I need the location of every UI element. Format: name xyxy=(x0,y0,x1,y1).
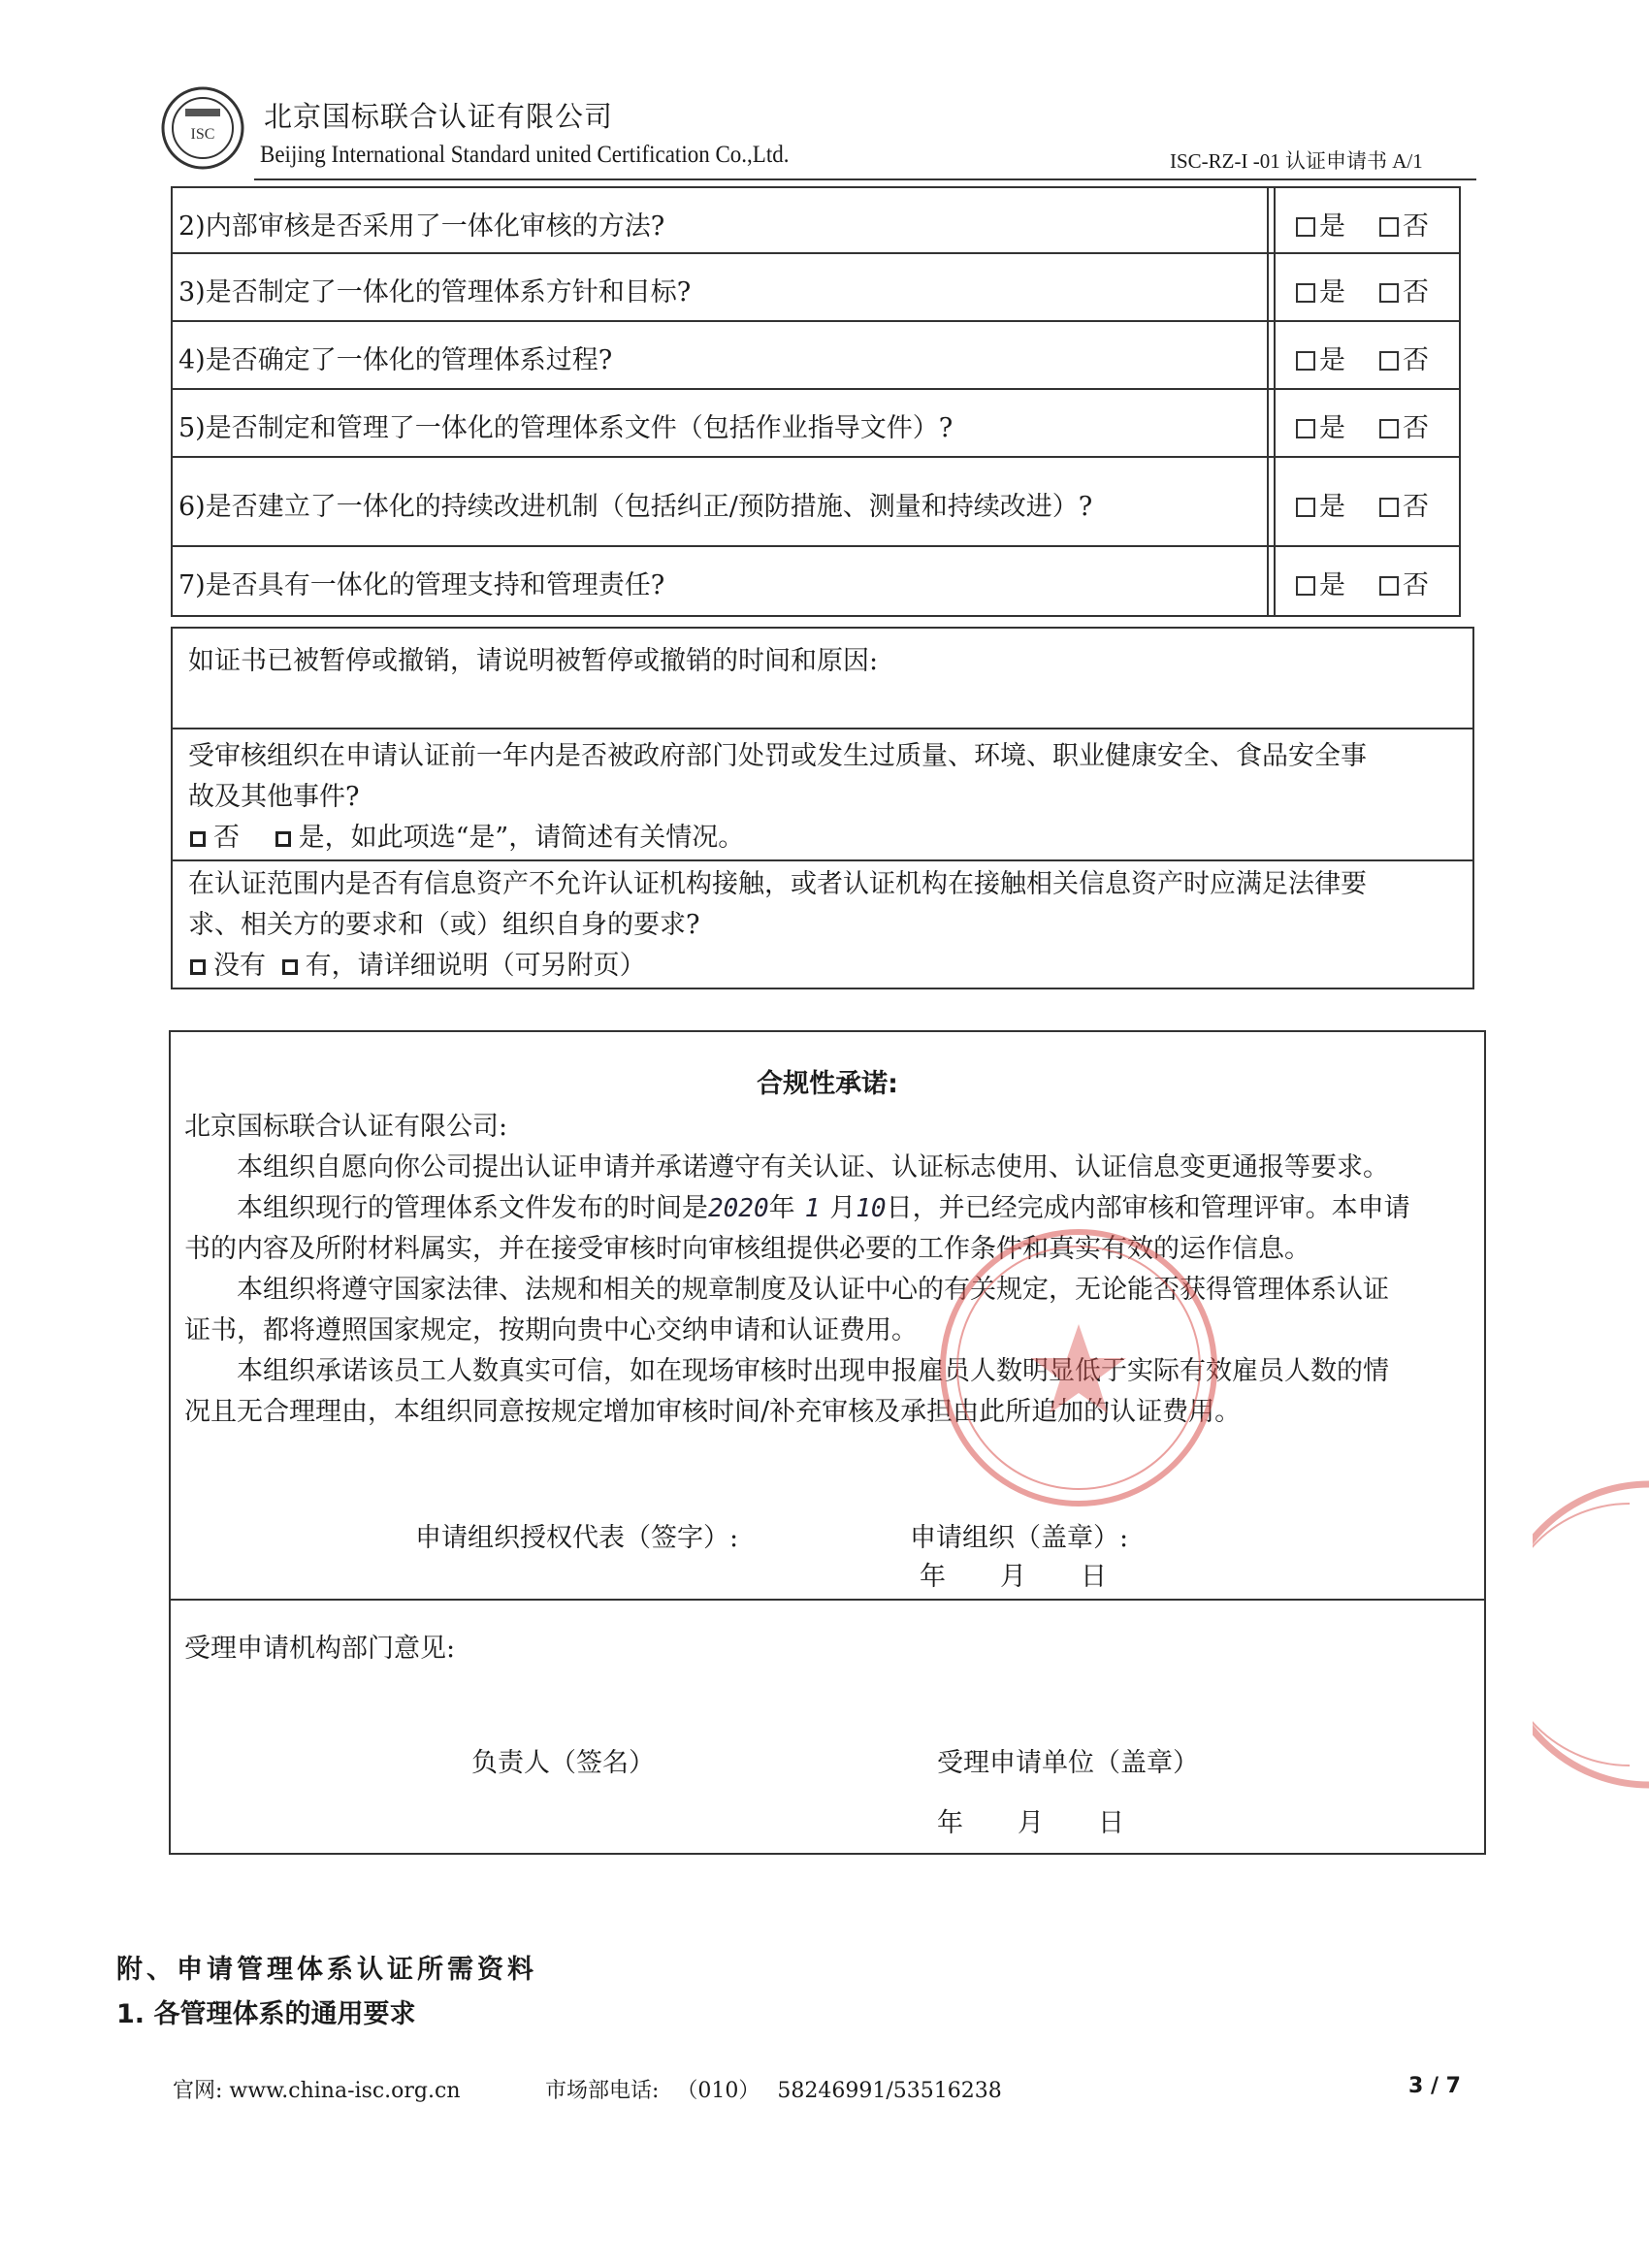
commitment-date: 年 月 日 xyxy=(920,1562,1107,1592)
penalty-options xyxy=(190,817,744,859)
checkbox-icon xyxy=(1296,576,1315,596)
footer-website: 官网: www.china-isc.org.cn xyxy=(173,2079,461,2103)
checkbox-icon xyxy=(190,831,206,847)
question-text: 6)是否建立了一体化的持续改进机制（包括纠正/预防措施、测量和持续改进）? xyxy=(178,492,1093,522)
commitment-p1: 本组织自愿向你公司提出认证申请并承诺遵守有关认证、认证标志使用、认证信息变更通报等要求。 xyxy=(237,1152,1389,1183)
no-checkbox[interactable]: 否 xyxy=(1379,406,1429,444)
checkbox-icon xyxy=(1379,217,1399,237)
appendix-title: 附、申请管理体系认证所需资料 xyxy=(116,1955,537,1985)
question-text: 7)是否具有一体化的管理支持和管理责任? xyxy=(178,570,665,600)
table-row xyxy=(173,322,1459,390)
checkbox-icon xyxy=(1379,283,1399,303)
partial-seal-stamp xyxy=(1533,1474,1649,1795)
checkbox-icon xyxy=(1379,351,1399,371)
checkbox-icon xyxy=(1296,498,1315,517)
commitment-addressee: 北京国标联合认证有限公司: xyxy=(184,1112,508,1142)
organization-seal-label: 申请组织（盖章）: xyxy=(910,1523,1129,1553)
info-assets-no-checkbox[interactable]: 没有 xyxy=(190,951,266,981)
company-seal-stamp xyxy=(933,1222,1224,1513)
commitment-title: 合规性承诺: xyxy=(757,1069,898,1099)
checkbox-icon xyxy=(1379,419,1399,438)
table-row xyxy=(173,390,1459,458)
commitment-section xyxy=(171,1032,1484,1601)
info-assets-line-2: 求、相关方的要求和（或）组织自身的要求? xyxy=(188,910,700,940)
representative-signature-label: 申请组织授权代表（签字）: xyxy=(415,1523,739,1553)
checkbox-icon xyxy=(1296,419,1315,438)
table-row xyxy=(173,188,1459,254)
suspension-text: 如证书已被暂停或撤销，请说明被暂停或撤销的时间和原因: xyxy=(188,646,879,676)
acceptance-date: 年 月 日 xyxy=(937,1808,1124,1838)
company-name-en: Beijing International Standard united Certification Co.,Ltd. xyxy=(260,142,790,168)
head-signature-label: 负责人（签名） xyxy=(471,1748,655,1778)
info-assets-section xyxy=(173,861,1472,988)
commitment-p3-line1: 本组织将遵守国家法律、法规和相关的规章制度及认证中心的有关规定，无论能否获得管理体系认证 xyxy=(237,1275,1389,1305)
yes-checkbox[interactable]: 是 xyxy=(1296,485,1345,523)
appendix-item-1: 1. 各管理体系的通用要求 xyxy=(116,1999,416,2029)
penalty-line-2: 故及其他事件? xyxy=(188,782,360,812)
yes-checkbox[interactable]: 是 xyxy=(1296,564,1345,601)
info-assets-options xyxy=(190,945,646,988)
question-text: 5)是否制定和管理了一体化的管理体系文件（包括作业指导文件）? xyxy=(178,413,954,443)
acceptance-seal-label: 受理申请单位（盖章） xyxy=(937,1748,1199,1778)
document-code: ISC-RZ-I -01 认证申请书 A/1 xyxy=(1170,149,1423,173)
table-row xyxy=(173,547,1459,615)
page-number: 3 / 7 xyxy=(1408,2074,1461,2098)
yes-checkbox[interactable]: 是 xyxy=(1296,205,1345,243)
question-text: 4)是否确定了一体化的管理体系过程? xyxy=(178,345,613,375)
acceptance-opinion-label: 受理申请机构部门意见: xyxy=(184,1634,456,1664)
penalty-yes-checkbox[interactable]: 是，如此项选“是”，请简述有关情况。 xyxy=(275,823,745,853)
question-text: 2)内部审核是否采用了一体化审核的方法? xyxy=(178,211,665,242)
checkbox-icon xyxy=(1296,283,1315,303)
no-checkbox[interactable]: 否 xyxy=(1379,485,1429,523)
info-assets-yes-checkbox[interactable]: 有，请详细说明（可另附页） xyxy=(282,951,646,981)
checkbox-icon xyxy=(1296,217,1315,237)
penalty-line-1: 受审核组织在申请认证前一年内是否被政府部门处罚或发生过质量、环境、职业健康安全、食品安全事 xyxy=(188,741,1367,771)
yes-checkbox[interactable]: 是 xyxy=(1296,339,1345,376)
no-checkbox[interactable]: 否 xyxy=(1379,205,1429,243)
question-text: 3)是否制定了一体化的管理体系方针和目标? xyxy=(178,277,692,308)
info-assets-line-1: 在认证范围内是否有信息资产不允许认证机构接触，或者认证机构在接触相关信息资产时应满足法律要 xyxy=(188,869,1367,899)
declarations-box xyxy=(171,627,1474,989)
no-checkbox[interactable]: 否 xyxy=(1379,564,1429,601)
suspension-section xyxy=(173,629,1472,729)
checkbox-icon xyxy=(275,831,291,847)
commitment-p2: 本组织现行的管理体系文件发布的时间是2020年 1 月10日，并已经完成内部审核和管理评审。本申请 xyxy=(237,1193,1410,1223)
commitment-box xyxy=(169,1030,1486,1855)
no-checkbox[interactable]: 否 xyxy=(1379,271,1429,308)
checkbox-icon xyxy=(1296,351,1315,371)
integration-questions-table xyxy=(171,186,1461,617)
checkbox-icon xyxy=(1379,498,1399,517)
company-logo xyxy=(160,85,245,171)
table-row xyxy=(173,458,1459,547)
checkbox-icon xyxy=(190,959,206,975)
handwritten-month: 1 xyxy=(804,1194,821,1223)
checkbox-icon xyxy=(1379,576,1399,596)
header-divider xyxy=(254,178,1476,180)
checkbox-icon xyxy=(282,959,298,975)
footer-phone: 市场部电话: （010） 58246991/53516238 xyxy=(545,2079,1002,2103)
table-row xyxy=(173,254,1459,322)
handwritten-day: 10 xyxy=(856,1194,887,1223)
acceptance-section xyxy=(171,1601,1484,1853)
yes-checkbox[interactable]: 是 xyxy=(1296,271,1345,308)
commitment-p3-line2: 证书，都将遵照国家规定，按期向贵中心交纳申请和认证费用。 xyxy=(184,1315,918,1345)
commitment-p4-line2: 况且无合理理由，本组织同意按规定增加审核时间/补充审核及承担由此所追加的认证费用。 xyxy=(184,1397,1242,1427)
company-name-cn: 北京国标联合认证有限公司 xyxy=(264,100,614,133)
handwritten-year: 2020 xyxy=(708,1194,769,1223)
commitment-p2-line2: 书的内容及所附材料属实，并在接受审核时向审核组提供必要的工作条件和真实有效的运作信息。 xyxy=(184,1234,1310,1264)
no-checkbox[interactable]: 否 xyxy=(1379,339,1429,376)
svg-text:ISC: ISC xyxy=(190,126,215,143)
penalty-no-checkbox[interactable]: 否 xyxy=(190,823,240,853)
penalty-section xyxy=(173,729,1472,861)
commitment-p4-line1: 本组织承诺该员工人数真实可信，如在现场审核时出现申报雇员人数明显低于实际有效雇员人数的情 xyxy=(237,1356,1389,1386)
yes-checkbox[interactable]: 是 xyxy=(1296,406,1345,444)
